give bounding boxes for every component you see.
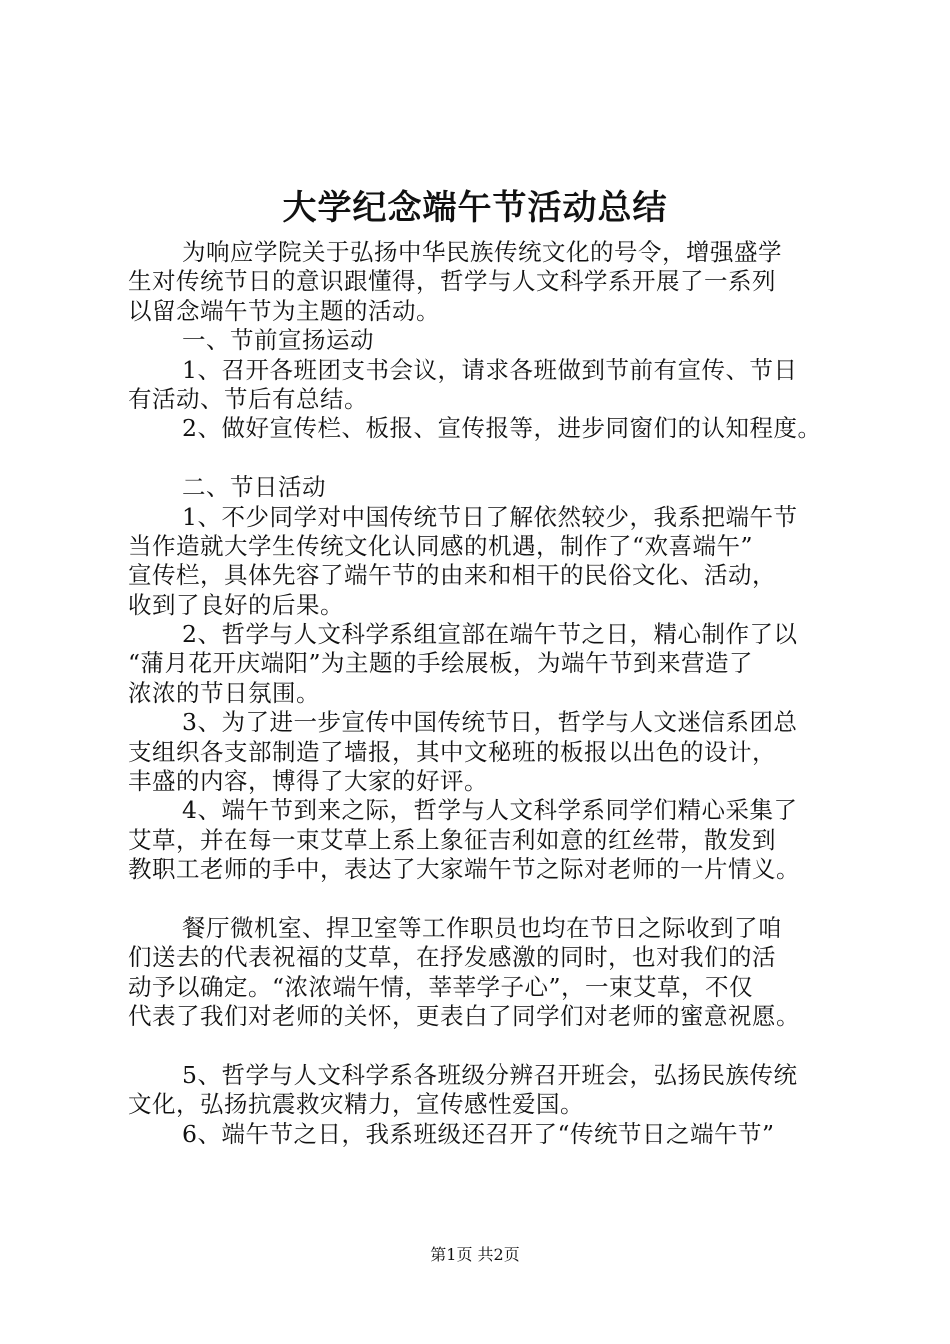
text-line: 收到了良好的后果。	[128, 590, 344, 619]
text-line: 动予以确定。“浓浓端午情，莘莘学子心”，一束艾草，不仅	[128, 972, 754, 1001]
text-line: 们送去的代表祝福的艾草，在抒发感激的同时，也对我们的活	[128, 943, 776, 972]
text-line: 当作造就大学生传统文化认同感的机遇，制作了“欢喜端午”	[128, 531, 754, 560]
text-line: 一、节前宣扬运动	[182, 326, 374, 355]
text-line: 二、节日活动	[182, 473, 326, 502]
text-line: 生对传统节日的意识跟懂得，哲学与人文科学系开展了一系列	[128, 267, 776, 296]
text-line: 5、哲学与人文科学系各班级分辨召开班会，弘扬民族传统	[182, 1060, 798, 1089]
text-line: 4、端午节到来之际，哲学与人文科学系同学们精心采集了	[182, 796, 798, 825]
text-line: 2、做好宣传栏、板报、宣传报等，进步同窗们的认知程度。	[182, 414, 822, 443]
text-line: 2、哲学与人文科学系组宣部在端午节之日，精心制作了以	[182, 620, 798, 649]
text-line: “蒲月花开庆端阳”为主题的手绘展板，为端午节到来营造了	[128, 649, 754, 678]
blank-line	[128, 885, 848, 914]
text-line: 文化，弘扬抗震救灾精力，宣传感性爱国。	[128, 1090, 584, 1119]
page-footer: 第1页 共2页	[430, 1245, 520, 1264]
blank-line	[128, 444, 848, 473]
text-line: 餐厅微机室、捍卫室等工作职员也均在节日之际收到了咱	[182, 913, 782, 942]
text-line: 宣传栏，具体先容了端午节的由来和相干的民俗文化、活动，	[128, 561, 776, 590]
text-line: 教职工老师的手中，表达了大家端午节之际对老师的一片情义。	[128, 855, 800, 884]
text-line: 艾草，并在每一束艾草上系上象征吉利如意的红丝带，散发到	[128, 825, 776, 854]
document-title: 大学纪念端午节活动总结	[282, 188, 668, 228]
text-line: 1、召开各班团支书会议，请求各班做到节前有宣传、节日	[182, 355, 798, 384]
text-line: 3、为了进一步宣传中国传统节日，哲学与人文迷信系团总	[182, 708, 798, 737]
text-line: 浓浓的节日氛围。	[128, 678, 320, 707]
text-line: 以留念端午节为主题的活动。	[128, 296, 440, 325]
text-line: 为响应学院关于弘扬中华民族传统文化的号令，增强盛学	[182, 238, 782, 266]
text-line: 1、不少同学对中国传统节日了解依然较少，我系把端午节	[182, 502, 798, 531]
text-line: 支组织各支部制造了墙报，其中文秘班的板报以出色的设计，	[128, 737, 776, 766]
text-line: 丰盛的内容，博得了大家的好评。	[128, 767, 488, 796]
document-body	[128, 238, 848, 1149]
text-line: 代表了我们对老师的关怀，更表白了同学们对老师的蜜意祝愿。	[128, 1002, 800, 1031]
blank-line	[128, 1032, 848, 1061]
text-line: 有活动、节后有总结。	[128, 384, 368, 413]
text-line: 6、端午节之日，我系班级还召开了“传统节日之端午节”	[182, 1119, 775, 1148]
